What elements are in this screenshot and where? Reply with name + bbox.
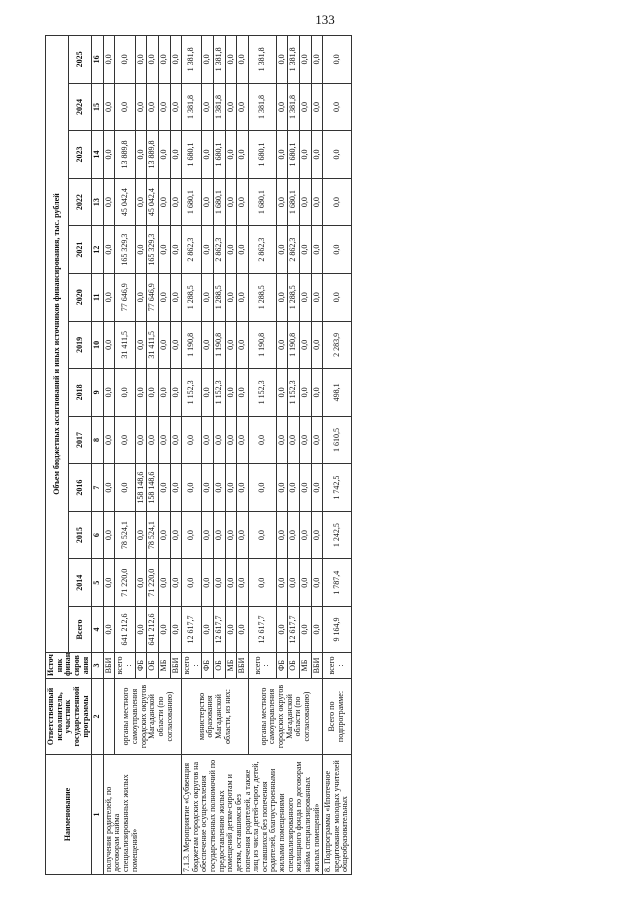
cell-value: 1 680,1: [214, 178, 226, 226]
cell-value: 0,0: [170, 178, 182, 226]
cell-value: 78 524,1: [115, 511, 135, 559]
cell-value: 0,0: [276, 273, 288, 321]
column-number: 5: [92, 559, 104, 607]
cell-value: 0,0: [214, 464, 226, 512]
cell-value: 0,0: [225, 273, 237, 321]
cell-value: 0,0: [170, 511, 182, 559]
column-number: 11: [92, 273, 104, 321]
cell-value: 158 148,6: [135, 464, 147, 512]
page-number: 133: [315, 12, 335, 27]
cell-value: 0,0: [103, 36, 115, 84]
cell-value: 0,0: [103, 511, 115, 559]
cell-value: 31 411,5: [147, 321, 159, 369]
cell-value: 0,0: [323, 131, 352, 179]
row-source: ФБ: [276, 653, 288, 679]
cell-value: 0,0: [299, 369, 311, 417]
cell-value: 0,0: [147, 83, 159, 131]
row-responsible: Всего по подпрограмме:: [323, 679, 352, 755]
cell-value: 0,0: [202, 131, 214, 179]
header-name: Наименование: [46, 755, 92, 875]
cell-value: 0,0: [311, 178, 323, 226]
cell-value: 0,0: [170, 321, 182, 369]
cell-value: 0,0: [311, 464, 323, 512]
cell-value: 1 190,8: [288, 321, 300, 369]
cell-value: 0,0: [158, 607, 170, 653]
cell-value: 0,0: [299, 416, 311, 464]
cell-value: 1 152,3: [288, 369, 300, 417]
cell-value: 0,0: [202, 321, 214, 369]
row-source: МБ: [225, 653, 237, 679]
cell-value: 0,0: [135, 131, 147, 179]
header-year: 2015: [69, 511, 92, 559]
cell-value: 45 042,4: [115, 178, 135, 226]
cell-value: 0,0: [288, 511, 300, 559]
cell-value: 0,0: [311, 36, 323, 84]
cell-value: 0,0: [202, 464, 214, 512]
cell-value: 1 680,1: [214, 131, 226, 179]
header-year: 2024: [69, 83, 92, 131]
cell-value: 45 042,4: [147, 178, 159, 226]
header-year: 2017: [69, 416, 92, 464]
cell-value: 0,0: [202, 83, 214, 131]
cell-value: 0,0: [276, 559, 288, 607]
header-source: Источ ник финан сиров ания: [46, 653, 92, 679]
cell-value: 0,0: [323, 36, 352, 84]
column-number: 8: [92, 416, 104, 464]
cell-value: 0,0: [158, 83, 170, 131]
cell-value: 0,0: [135, 416, 147, 464]
cell-value: 0,0: [299, 131, 311, 179]
cell-value: 0,0: [237, 226, 249, 274]
row-source: всего :: [323, 653, 352, 679]
row-source: всего :: [248, 653, 276, 679]
cell-value: 0,0: [237, 321, 249, 369]
cell-value: 1 288,5: [288, 273, 300, 321]
cell-value: 71 220,0: [115, 559, 135, 607]
cell-value: 0,0: [158, 273, 170, 321]
header-total: Всего: [69, 607, 92, 653]
cell-value: 0,0: [170, 36, 182, 84]
cell-value: 0,0: [115, 36, 135, 84]
cell-value: 13 889,8: [147, 131, 159, 179]
cell-value: 0,0: [158, 559, 170, 607]
cell-value: 0,0: [214, 511, 226, 559]
row-responsible: органы местного самоуправления городских округов Магаданской области (по согласованию): [115, 679, 182, 755]
cell-value: 0,0: [311, 83, 323, 131]
row-source: всего :: [182, 653, 202, 679]
cell-value: 1 381,8: [288, 36, 300, 84]
cell-value: 0,0: [170, 464, 182, 512]
cell-value: 0,0: [115, 464, 135, 512]
cell-value: 0,0: [323, 178, 352, 226]
header-year: 2022: [69, 178, 92, 226]
cell-value: 0,0: [202, 607, 214, 653]
cell-value: 1 680,1: [288, 131, 300, 179]
cell-value: 77 646,9: [115, 273, 135, 321]
header-year: 2021: [69, 226, 92, 274]
cell-value: 0,0: [103, 83, 115, 131]
cell-value: 0,0: [248, 559, 276, 607]
cell-value: 0,0: [276, 178, 288, 226]
cell-value: 9 164,9: [323, 607, 352, 653]
cell-value: 641 212,6: [147, 607, 159, 653]
row-source: МБ: [299, 653, 311, 679]
cell-value: 0,0: [170, 273, 182, 321]
cell-value: 0,0: [182, 416, 202, 464]
row-source: ВБИ: [311, 653, 323, 679]
cell-value: 0,0: [299, 321, 311, 369]
cell-value: 2 862,3: [182, 226, 202, 274]
cell-value: 0,0: [170, 369, 182, 417]
cell-value: 0,0: [135, 559, 147, 607]
cell-value: 0,0: [276, 226, 288, 274]
cell-value: 0,0: [158, 226, 170, 274]
cell-value: 0,0: [311, 511, 323, 559]
cell-value: 0,0: [276, 416, 288, 464]
cell-value: 1 152,3: [214, 369, 226, 417]
table-row: [182, 36, 202, 875]
cell-value: 0,0: [311, 607, 323, 653]
cell-value: 0,0: [225, 511, 237, 559]
cell-value: 0,0: [103, 226, 115, 274]
cell-value: 0,0: [115, 369, 135, 417]
cell-value: 0,0: [237, 178, 249, 226]
cell-value: 0,0: [276, 369, 288, 417]
cell-value: 0,0: [158, 369, 170, 417]
header-funding-group: Объем бюджетных ассигнований и иных источников финансирования, тыс. рублей: [46, 36, 69, 653]
column-number: 15: [92, 83, 104, 131]
cell-value: 0,0: [147, 416, 159, 464]
cell-value: 0,0: [299, 511, 311, 559]
row-responsible: [103, 679, 115, 755]
header-year: 2016: [69, 464, 92, 512]
cell-value: 0,0: [299, 464, 311, 512]
column-number: 6: [92, 511, 104, 559]
cell-value: 0,0: [103, 607, 115, 653]
cell-value: 0,0: [276, 321, 288, 369]
cell-value: 0,0: [225, 464, 237, 512]
cell-value: 1 190,8: [182, 321, 202, 369]
cell-value: 0,0: [170, 131, 182, 179]
column-number: 7: [92, 464, 104, 512]
cell-value: 78 524,1: [147, 511, 159, 559]
cell-value: 0,0: [225, 131, 237, 179]
cell-value: 0,0: [135, 273, 147, 321]
cell-value: 0,0: [115, 416, 135, 464]
cell-value: 0,0: [299, 178, 311, 226]
cell-value: 0,0: [103, 178, 115, 226]
cell-value: 0,0: [311, 559, 323, 607]
cell-value: 0,0: [225, 607, 237, 653]
cell-value: 0,0: [299, 83, 311, 131]
cell-value: 0,0: [311, 321, 323, 369]
row-source: ФБ: [202, 653, 214, 679]
cell-value: 0,0: [135, 321, 147, 369]
cell-value: 0,0: [135, 369, 147, 417]
cell-value: 0,0: [299, 226, 311, 274]
table-row: [323, 36, 352, 875]
cell-value: 77 646,9: [147, 273, 159, 321]
cell-value: 0,0: [237, 511, 249, 559]
row-source: ОБ: [147, 653, 159, 679]
cell-value: 1 787,4: [323, 559, 352, 607]
column-number: 14: [92, 131, 104, 179]
cell-value: 1 381,8: [248, 36, 276, 84]
cell-value: 1 381,8: [288, 83, 300, 131]
cell-value: 0,0: [158, 464, 170, 512]
row-source: МБ: [158, 653, 170, 679]
cell-value: 0,0: [276, 607, 288, 653]
cell-value: 0,0: [225, 416, 237, 464]
cell-value: 0,0: [202, 416, 214, 464]
cell-value: 0,0: [288, 559, 300, 607]
cell-value: 1 288,5: [248, 273, 276, 321]
cell-value: 165 329,3: [115, 226, 135, 274]
column-number: 12: [92, 226, 104, 274]
cell-value: 0,0: [276, 511, 288, 559]
cell-value: 0,0: [182, 464, 202, 512]
cell-value: 0,0: [158, 416, 170, 464]
cell-value: 1 381,8: [214, 36, 226, 84]
cell-value: 0,0: [158, 511, 170, 559]
cell-value: 0,0: [276, 464, 288, 512]
cell-value: 0,0: [202, 273, 214, 321]
table-row: [115, 36, 135, 875]
header-year: 2023: [69, 131, 92, 179]
cell-value: 1 381,8: [248, 83, 276, 131]
cell-value: 0,0: [182, 511, 202, 559]
cell-value: 1 288,5: [214, 273, 226, 321]
cell-value: 0,0: [311, 416, 323, 464]
cell-value: 0,0: [214, 416, 226, 464]
row-responsible: министерство образования Магаданской области, из них:: [182, 679, 249, 755]
cell-value: 498,1: [323, 369, 352, 417]
cell-value: 0,0: [182, 559, 202, 607]
cell-value: 31 411,5: [115, 321, 135, 369]
row-source: ВБИ: [103, 653, 115, 679]
cell-value: 0,0: [103, 321, 115, 369]
cell-value: 0,0: [103, 464, 115, 512]
cell-value: 1 242,5: [323, 511, 352, 559]
cell-value: 0,0: [237, 416, 249, 464]
cell-value: 0,0: [225, 178, 237, 226]
cell-value: 2 862,3: [288, 226, 300, 274]
cell-value: 1 680,1: [248, 131, 276, 179]
cell-value: 12 617,7: [182, 607, 202, 653]
cell-value: 0,0: [103, 131, 115, 179]
cell-value: 1 680,1: [182, 131, 202, 179]
cell-value: 0,0: [202, 36, 214, 84]
cell-value: 0,0: [288, 464, 300, 512]
column-number: 2: [92, 679, 104, 755]
row-name: 8. Подпрограмма «Ипотечное кредитование молодых учителей общеобразовательных: [323, 755, 352, 875]
row-source: ОБ: [288, 653, 300, 679]
budget-table-rotated: [45, 35, 605, 875]
header-year: 2014: [69, 559, 92, 607]
cell-value: 0,0: [158, 131, 170, 179]
row-source: всего :: [115, 653, 135, 679]
header-year: 2019: [69, 321, 92, 369]
cell-value: 1 288,5: [182, 273, 202, 321]
cell-value: 0,0: [299, 36, 311, 84]
cell-value: 0,0: [135, 178, 147, 226]
cell-value: 0,0: [225, 83, 237, 131]
cell-value: 0,0: [202, 369, 214, 417]
cell-value: 0,0: [170, 226, 182, 274]
cell-value: 0,0: [276, 131, 288, 179]
cell-value: 0,0: [311, 226, 323, 274]
cell-value: 1 680,1: [248, 178, 276, 226]
cell-value: 0,0: [237, 36, 249, 84]
cell-value: 0,0: [135, 36, 147, 84]
cell-value: 0,0: [147, 369, 159, 417]
cell-value: 12 617,7: [288, 607, 300, 653]
cell-value: 0,0: [237, 131, 249, 179]
cell-value: 0,0: [237, 464, 249, 512]
column-number: 16: [92, 36, 104, 84]
cell-value: 13 889,8: [115, 131, 135, 179]
cell-value: 12 617,7: [214, 607, 226, 653]
cell-value: 0,0: [237, 607, 249, 653]
cell-value: 0,0: [103, 559, 115, 607]
cell-value: 1 152,3: [248, 369, 276, 417]
cell-value: 0,0: [225, 226, 237, 274]
cell-value: 0,0: [115, 83, 135, 131]
cell-value: 0,0: [170, 607, 182, 653]
cell-value: 0,0: [103, 273, 115, 321]
cell-value: 2 862,3: [248, 226, 276, 274]
cell-value: 0,0: [202, 511, 214, 559]
cell-value: 0,0: [311, 131, 323, 179]
column-number: 9: [92, 369, 104, 417]
column-number: 1: [92, 755, 104, 875]
header-year: 2018: [69, 369, 92, 417]
header-year: 2025: [69, 36, 92, 84]
table-row: [248, 36, 276, 875]
cell-value: 0,0: [135, 83, 147, 131]
cell-value: 0,0: [202, 178, 214, 226]
cell-value: 0,0: [103, 416, 115, 464]
cell-value: 0,0: [299, 559, 311, 607]
cell-value: 2 283,9: [323, 321, 352, 369]
cell-value: 0,0: [158, 321, 170, 369]
column-number: 13: [92, 178, 104, 226]
cell-value: 0,0: [237, 273, 249, 321]
budget-table: [45, 35, 352, 875]
cell-value: 1 680,1: [288, 178, 300, 226]
cell-value: 2 862,3: [214, 226, 226, 274]
cell-value: 0,0: [170, 559, 182, 607]
column-number: 3: [92, 653, 104, 679]
cell-value: 0,0: [299, 273, 311, 321]
cell-value: 1 190,8: [248, 321, 276, 369]
header-responsible: Ответственный исполнитель, участник государственной программы: [46, 679, 92, 755]
cell-value: 0,0: [225, 321, 237, 369]
cell-value: 0,0: [288, 416, 300, 464]
cell-value: 0,0: [103, 369, 115, 417]
cell-value: 0,0: [311, 369, 323, 417]
cell-value: 641 212,6: [115, 607, 135, 653]
cell-value: 0,0: [214, 559, 226, 607]
cell-value: 1 190,8: [214, 321, 226, 369]
cell-value: 0,0: [170, 83, 182, 131]
row-source: ВБИ: [237, 653, 249, 679]
row-source: ФБ: [135, 653, 147, 679]
cell-value: 0,0: [202, 226, 214, 274]
cell-value: 1 381,8: [182, 83, 202, 131]
cell-value: 0,0: [158, 178, 170, 226]
cell-value: 0,0: [147, 36, 159, 84]
table-row: [103, 36, 115, 875]
cell-value: 0,0: [237, 369, 249, 417]
cell-value: 12 617,7: [248, 607, 276, 653]
cell-value: 0,0: [276, 36, 288, 84]
column-number: 10: [92, 321, 104, 369]
cell-value: 158 148,6: [147, 464, 159, 512]
cell-value: 1 152,3: [182, 369, 202, 417]
header-year: 2020: [69, 273, 92, 321]
cell-value: 0,0: [276, 83, 288, 131]
cell-value: 0,0: [299, 607, 311, 653]
cell-value: 0,0: [158, 36, 170, 84]
cell-value: 0,0: [135, 226, 147, 274]
cell-value: 165 329,3: [147, 226, 159, 274]
row-name: получения родителей, по договорам найма специализированных жилых помещений»: [103, 755, 181, 875]
cell-value: 0,0: [225, 559, 237, 607]
cell-value: 0,0: [170, 416, 182, 464]
cell-value: 1 680,1: [182, 178, 202, 226]
cell-value: 0,0: [311, 273, 323, 321]
cell-value: 0,0: [237, 83, 249, 131]
cell-value: 0,0: [135, 511, 147, 559]
cell-value: 71 220,0: [147, 559, 159, 607]
cell-value: 0,0: [237, 559, 249, 607]
cell-value: 1 742,5: [323, 464, 352, 512]
cell-value: 1 381,8: [214, 83, 226, 131]
cell-value: 0,0: [323, 83, 352, 131]
row-source: ОБ: [214, 653, 226, 679]
cell-value: 1 610,5: [323, 416, 352, 464]
cell-value: 0,0: [135, 607, 147, 653]
cell-value: 0,0: [225, 36, 237, 84]
cell-value: 0,0: [225, 369, 237, 417]
cell-value: 1 381,8: [182, 36, 202, 84]
cell-value: 0,0: [248, 511, 276, 559]
row-responsible: органы местного самоуправления городских округов Магаданской области (по согласованию): [248, 679, 322, 755]
cell-value: 0,0: [323, 226, 352, 274]
cell-value: 0,0: [323, 273, 352, 321]
row-source: ВБИ: [170, 653, 182, 679]
row-name: 7.1.3. Мероприятие «Субвенция бюджетам городских округов на обеспечение осуществления государственных полномочий по предоставлению жилых помещений детям-сиротам и детям, оставшимся без попечения родителей, а также лиц из числа детей-сирот, детей, оставшихся без попечения родителей, благоустроенными жилыми помещениями специализированного жилищного фонда по договорам найма специализированных жилых помещений»: [182, 755, 323, 875]
cell-value: 0,0: [248, 416, 276, 464]
column-number: 4: [92, 607, 104, 653]
cell-value: 0,0: [248, 464, 276, 512]
cell-value: 0,0: [202, 559, 214, 607]
